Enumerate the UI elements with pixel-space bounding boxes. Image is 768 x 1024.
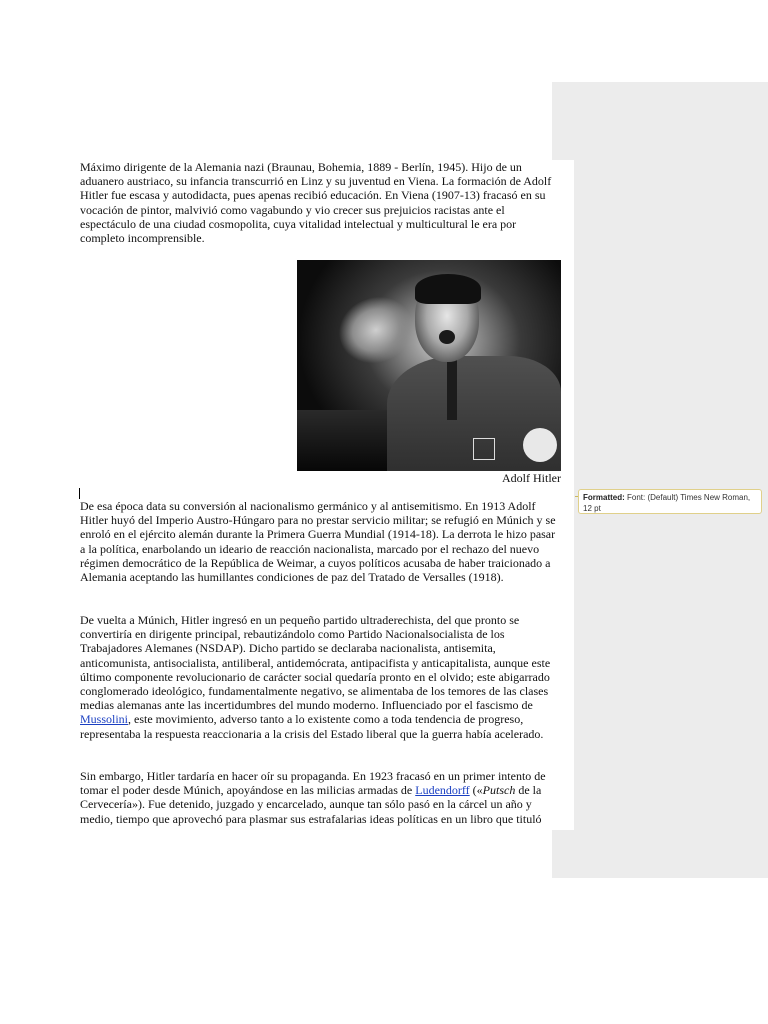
- photo-mouth: [439, 330, 455, 344]
- paragraph-2-text-a: De vuelta a Múnich, Hitler ingresó en un pequeño partido ultraderechista, del que pronto se convertiría en dirigente principal, rebautizándolo como Partido Nacionalsocialista de los Trabajadores Alemanes (NSDAP). Dicho partido se declaraba nacionalista, antisemita, anticomunista, antisocialista, antiliberal, antidemócrata, antipacifista y anticapitalista, aunque este último componente revolucionario de carácter social quedaría pronto en el olvido; este abigarrado conglomerado ideológico, fundamentalmente negativo, se alimentaba de los temores de las clases medias alemanas ante las incertidumbres del mundo moderno. Influenciado por el fascismo de: [80, 613, 551, 713]
- comment-label: Formatted:: [583, 493, 625, 502]
- photo-tie: [447, 360, 457, 420]
- photo-medal: [473, 438, 495, 460]
- photo-hair: [415, 274, 481, 304]
- markup-margin-pane: [552, 82, 768, 878]
- photo-raised-hand: [330, 287, 421, 372]
- comment-text: Font: (Default) Times New Roman, 12 pt: [583, 493, 751, 513]
- photo-podium: [297, 410, 387, 471]
- photo-armband: [523, 428, 557, 462]
- ludendorff-link[interactable]: Ludendorff: [415, 783, 470, 798]
- mussolini-link[interactable]: Mussolini: [80, 712, 129, 727]
- paragraph-2-text-b: , este movimiento, adverso tanto a lo existente como a toda tendencia de progreso, representaba la respuesta reaccionaria a la crisis del Estado liberal que la guerra había acelerado.: [80, 712, 544, 741]
- paragraph-3-italic: Putsch: [482, 783, 516, 798]
- paragraph-1: De esa época data su conversión al nacionalismo germánico y al antisemitismo. En 1913 Adolf Hitler huyó del Imperio Austro-Húngaro para no prestar servicio militar; se refugió en Múnich y se enroló en el ejército alemán durante la Primera Guerra Mundial (1914-18). La derrota le hizo pasar a la política, enarbolando un ideario de reacción nacionalista, marcado por el rechazo del nuevo régimen democrático de la República de Weimar, a cuyos políticos acusaba de haber traicionado a Alemania aceptando las humillantes condiciones de paz del Tratado de Versalles (1918).: [80, 499, 556, 585]
- text-cursor: [79, 488, 80, 499]
- intro-paragraph: Máximo dirigente de la Alemania nazi (Braunau, Bohemia, 1889 - Berlín, 1945). Hijo de un aduanero austriaco, su infancia transcurrió en Linz y su juventud en Viena. La formación de Adolf Hitler fue escasa y autodidacta, pues apenas recibió educación. En Viena (1907-13) fracasó en su vocación de pintor, malvivió como vagabundo y vio crecer sus prejuicios racistas ante el espectáculo de una ciudad cosmopolita, cuya vitalidad intelectual y multicultural le era por completo incomprensible.: [80, 160, 552, 246]
- formatting-comment-balloon[interactable]: [578, 489, 762, 514]
- portrait-photo: [297, 260, 561, 471]
- paragraph-3: [80, 769, 562, 826]
- paragraph-3-text-c: de la Cervecería»). Fue detenido, juzgado y encarcelado, aunque tan sólo pasó en la cárcel un año y medio, tiempo que aprovechó para plasmar sus estrafalarias ideas políticas en un libro que tituló: [80, 783, 542, 826]
- paragraph-3-text-a: Sin embargo, Hitler tardaría en hacer oír su propaganda. En 1923 fracasó en un primer intento de tomar el poder desde Múnich, apoyándose en las milicias armadas de: [80, 769, 546, 798]
- image-caption: Adolf Hitler: [502, 471, 561, 485]
- paragraph-2: [80, 613, 562, 741]
- paragraph-3-text-b: («: [469, 783, 483, 798]
